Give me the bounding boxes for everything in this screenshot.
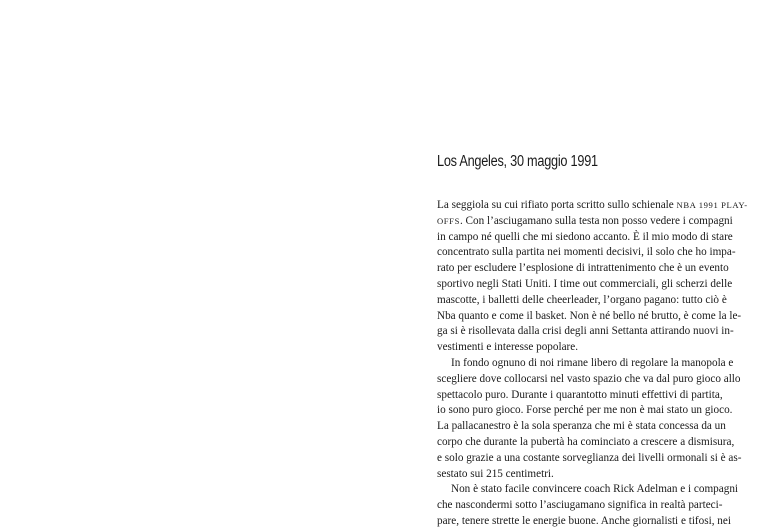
text-line: sportivo negli Stati Uniti. I time out commerciali, gli scherzi delle <box>437 277 733 290</box>
text-line: pare, tenere strette le energie buone. Anche giornalisti e tifosi, nei <box>437 514 731 527</box>
text-line: che nascondermi sotto l’asciugamano significa in realtà parteci- <box>437 499 723 512</box>
text-line: mascotte, i balletti delle cheerleader, l’organo pagano: tutto ciò è <box>437 293 727 306</box>
chapter-title: Los Angeles, 30 maggio 1991 <box>437 153 598 170</box>
text-line: spettacolo puro. Durante i quarantotto minuti effettivi di partita, <box>437 388 723 401</box>
text-line: sestato sui 215 centimetri. <box>437 467 554 480</box>
text-line: ga si è risollevata dalla crisi degli anni Settanta attirando nuovi in- <box>437 325 734 338</box>
text-line: corpo che durante la pubertà ha cominciato a crescere a dismisura, <box>437 435 735 448</box>
left-page <box>0 0 384 528</box>
text-line: OFFS. Con l’asciugamano sulla testa non posso vedere i compagni <box>437 214 733 227</box>
text-line: in campo né quelli che mi siedono accanto. È il mio modo di stare <box>437 230 733 243</box>
text-line: e solo grazie a una costante sorveglianza dei livelli ormonali si è as- <box>437 451 742 464</box>
text-line: In fondo ognuno di noi rimane libero di regolare la manopola e <box>451 356 734 369</box>
text-line: scegliere dove collocarsi nel vasto spazio che va dal puro gioco allo <box>437 372 741 385</box>
text-line: La pallacanestro è la sola speranza che mi è stata concessa da un <box>437 420 726 433</box>
text-line: Non è stato facile convincere coach Rick Adelman e i compagni <box>451 483 739 496</box>
text-line: io sono puro gioco. Forse perché per me non è mai stato un gioco. <box>437 404 733 417</box>
text-line: concentrato sulla partita nei momenti decisivi, il solo che ho impa- <box>437 246 736 259</box>
text-line: Nba quanto e come il basket. Non è né bello né brutto, è come la le- <box>437 309 742 322</box>
text-line: rato per escludere l’esplosione di intrattenimento che è un evento <box>437 262 729 275</box>
text-line: vestimenti e interesse popolare. <box>437 341 579 354</box>
text-line: La seggiola su cui rifiato porta scritto sullo schienale NBA 1991 PLAY- <box>437 199 748 211</box>
body-text <box>437 198 748 530</box>
